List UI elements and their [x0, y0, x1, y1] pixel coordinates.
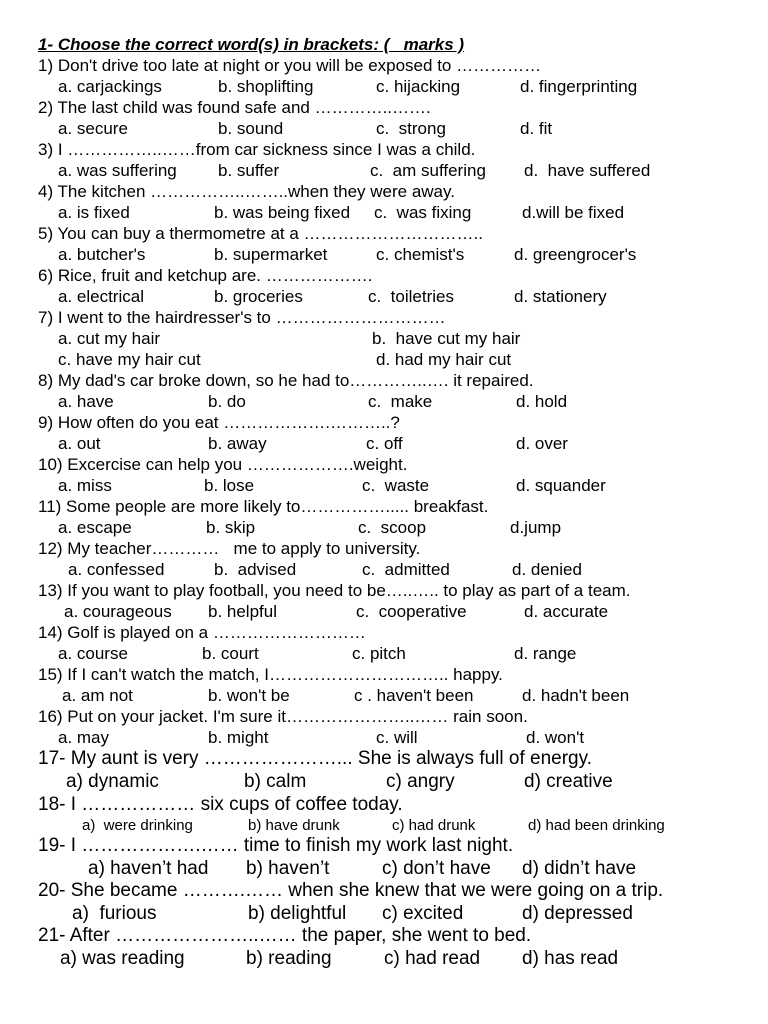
option-b: b. court [202, 644, 259, 663]
option-c: c) don’t have [382, 858, 491, 879]
option-c: c) had read [384, 948, 481, 969]
option-d: d. accurate [524, 602, 609, 621]
option-a: a. was suffering [58, 161, 177, 180]
option-c: c) had drunk [392, 817, 476, 834]
option-c: c. am suffering [370, 161, 486, 180]
question-4-options [38, 203, 758, 225]
question-10: 10) Excercise can help you ……………….weight. [38, 455, 408, 474]
option-d: d) didn’t have [522, 858, 637, 879]
option-c: c. make [368, 392, 433, 411]
question-4: 4) The kitchen ……………..……..when they were away. [38, 182, 455, 201]
question-14-options [38, 644, 758, 666]
option-b: b. shoplifting [218, 77, 314, 96]
option-a: a. miss [58, 476, 112, 495]
option-c: c. was fixing [374, 203, 472, 222]
option-c: c. admitted [362, 560, 450, 579]
option-d: d. stationery [514, 287, 607, 306]
question-15-options [38, 686, 758, 708]
option-c: c) angry [386, 771, 455, 792]
option-a: a) were drinking [82, 817, 193, 834]
option-b: b) reading [246, 948, 332, 969]
question-10-options [38, 476, 758, 498]
option-b: b. might [208, 728, 269, 747]
option-a: a. course [58, 644, 128, 663]
option-d: d. over [516, 434, 568, 453]
question-7-options-row2 [38, 350, 758, 372]
option-c: c. cooperative [356, 602, 467, 621]
option-d: d. squander [516, 476, 606, 495]
option-d: d. won't [526, 728, 585, 747]
option-a: a. secure [58, 119, 128, 138]
option-c: c. strong [376, 119, 446, 138]
question-19-options [38, 858, 758, 880]
option-d: d. denied [512, 560, 582, 579]
option-d: d.jump [510, 518, 562, 537]
option-a: a) furious [72, 903, 157, 924]
section-title: 1- Choose the correct word(s) in brackets: ( marks ) [38, 35, 465, 54]
question-19: 19- I ……………….…… time to finish my work last night. [38, 835, 514, 856]
question-21: 21- After …………………..…… the paper, she went to bed. [38, 925, 532, 946]
option-b: b. skip [206, 518, 256, 537]
option-b: b) haven’t [246, 858, 330, 879]
option-b: b. lose [204, 476, 255, 495]
question-2-options [38, 119, 758, 141]
option-a: a. electrical [58, 287, 144, 306]
question-13: 13) If you want to play football, you need to be…..….. to play as part of a team. [38, 581, 631, 600]
option-a: a. may [58, 728, 110, 747]
option-b: b. helpful [208, 602, 277, 621]
question-7: 7) I went to the hairdresser's to ………………………… [38, 308, 446, 327]
question-17-options [38, 771, 758, 793]
question-12: 12) My teacher………… me to apply to university. [38, 539, 421, 558]
question-6: 6) Rice, fruit and ketchup are. ………………. [38, 266, 373, 285]
question-9-options [38, 434, 758, 456]
question-11-options [38, 518, 758, 540]
option-a: a. carjackings [58, 77, 162, 96]
question-16: 16) Put on your jacket. I'm sure it…………………..…… rain soon. [38, 707, 528, 726]
option-d: d. have suffered [524, 161, 651, 180]
option-b: b. was being fixed [214, 203, 351, 222]
option-d: d) creative [524, 771, 613, 792]
option-d: d.will be fixed [522, 203, 625, 222]
option-c: c) excited [382, 903, 464, 924]
option-b: b. supermarket [214, 245, 328, 264]
option-a: a. am not [62, 686, 133, 705]
question-5-options [38, 245, 758, 267]
option-c: c. waste [362, 476, 430, 495]
option-c: c. toiletries [368, 287, 454, 306]
option-d: d. hadn't been [522, 686, 630, 705]
option-a: a) haven’t had [88, 858, 209, 879]
question-8: 8) My dad's car broke down, so he had to…………..…. it repaired. [38, 371, 534, 390]
option-b: b. sound [218, 119, 284, 138]
question-14: 14) Golf is played on a ……………………… [38, 623, 366, 642]
option-b: b. advised [214, 560, 297, 579]
option-a: a. confessed [68, 560, 165, 579]
question-13-options [38, 602, 758, 624]
option-d: d) depressed [522, 903, 633, 924]
question-16-options [38, 728, 758, 750]
option-b: b) have drunk [248, 817, 340, 834]
option-d: d. fit [520, 119, 553, 138]
option-b: b. groceries [214, 287, 303, 306]
option-c: c. have my hair cut [58, 350, 201, 369]
question-15: 15) If I can't watch the match, I………………………….. happy. [38, 665, 503, 684]
option-c: c. hijacking [376, 77, 461, 96]
option-a: a. butcher's [58, 245, 146, 264]
option-d: d. hold [516, 392, 568, 411]
question-6-options [38, 287, 758, 309]
option-c: c. off [366, 434, 403, 453]
question-17: 17- My aunt is very …………………... She is always full of energy. [38, 748, 592, 769]
option-c: c. scoop [358, 518, 427, 537]
option-d: d. had my hair cut [376, 350, 512, 369]
option-c: c. chemist's [376, 245, 465, 264]
question-1-options [38, 77, 758, 99]
option-a: a. is fixed [58, 203, 130, 222]
option-a: a. courageous [64, 602, 172, 621]
question-8-options [38, 392, 758, 414]
question-3: 3) I ……………..……from car sickness since I was a child. [38, 140, 476, 159]
option-d: d) has read [522, 948, 619, 969]
question-18: 18- I ……………… six cups of coffee today. [38, 794, 403, 815]
question-2: 2) The last child was found safe and …………..……. [38, 98, 431, 117]
option-b: b. suffer [218, 161, 280, 180]
option-b: b. do [208, 392, 246, 411]
option-d: d. range [514, 644, 577, 663]
question-12-options [38, 560, 758, 582]
question-21-options [38, 948, 758, 970]
question-7-options-row1 [38, 329, 758, 351]
question-5: 5) You can buy a thermometre at a ………………………….. [38, 224, 483, 243]
option-a: a) dynamic [66, 771, 159, 792]
option-a: a. out [58, 434, 101, 453]
option-a: a) was reading [60, 948, 185, 969]
option-b: b. have cut my hair [372, 329, 521, 348]
option-c: c. pitch [352, 644, 406, 663]
question-1: 1) Don't drive too late at night or you will be exposed to …………… [38, 56, 542, 75]
option-b: b. won't be [208, 686, 290, 705]
option-d: d) had been drinking [528, 817, 665, 834]
question-9: 9) How often do you eat ……………….………..? [38, 413, 400, 432]
option-d: d. greengrocer's [514, 245, 637, 264]
option-b: b) calm [244, 771, 307, 792]
option-b: b) delightful [248, 903, 347, 924]
question-3-options [38, 161, 758, 183]
question-20-options [38, 903, 758, 925]
option-c: c . haven't been [354, 686, 474, 705]
question-11: 11) Some people are more likely to……………..... breakfast. [38, 497, 489, 516]
question-20: 20- She became ……….…… when she knew that we were going on a trip. [38, 880, 664, 901]
option-b: b. away [208, 434, 267, 453]
option-a: a. cut my hair [58, 329, 161, 348]
option-a: a. have [58, 392, 114, 411]
option-a: a. escape [58, 518, 132, 537]
option-d: d. fingerprinting [520, 77, 638, 96]
option-c: c. will [376, 728, 418, 747]
